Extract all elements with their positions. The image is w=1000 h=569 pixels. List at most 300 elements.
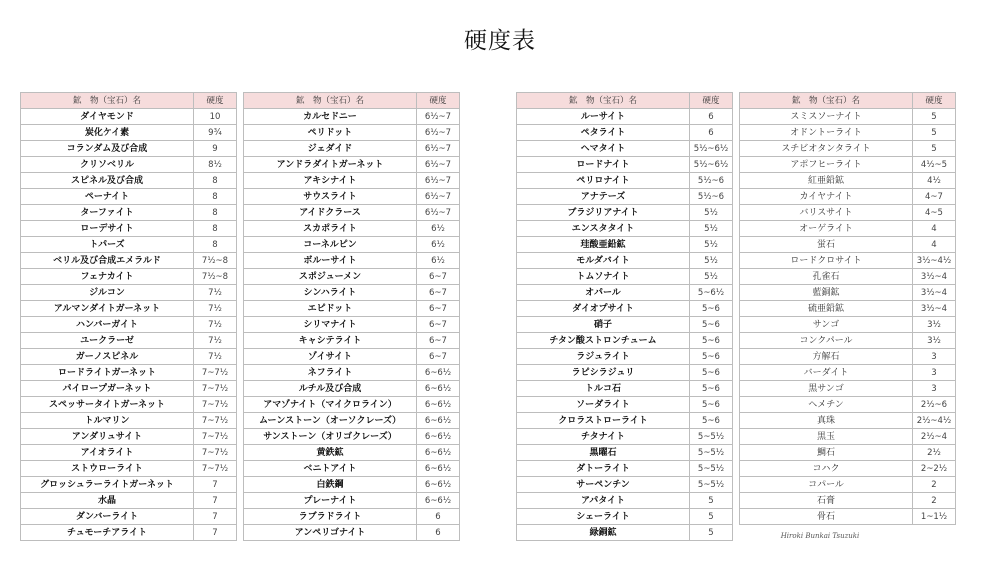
table-row: [740, 221, 956, 237]
mineral-name: 紅亜鉛鉱: [740, 173, 913, 189]
hardness-value: 5~6: [690, 365, 733, 381]
signature: Hiroki Bunkai Tsuzuki: [780, 532, 860, 540]
mineral-name: サンストーン（オリゴクレーズ）: [244, 429, 417, 445]
hardness-value: 6½~7: [417, 173, 460, 189]
hardness-value: 6~7: [417, 301, 460, 317]
table-row: [21, 397, 237, 413]
table-row: [21, 525, 237, 541]
table-row: [740, 125, 956, 141]
table-row: [517, 221, 733, 237]
hardness-table-1: [20, 92, 237, 541]
mineral-name: トムソナイト: [517, 269, 690, 285]
table-row: [244, 381, 460, 397]
mineral-name: 真珠: [740, 413, 913, 429]
mineral-name: シェーライト: [517, 509, 690, 525]
hardness-value: 2~2½: [913, 461, 956, 477]
mineral-name: コハク: [740, 461, 913, 477]
mineral-name: ダイオプサイト: [517, 301, 690, 317]
table-row: [517, 477, 733, 493]
table-row: [517, 349, 733, 365]
hardness-value: 9: [194, 141, 237, 157]
mineral-name: ロードクロサイト: [740, 253, 913, 269]
mineral-name: サーペンチン: [517, 477, 690, 493]
mineral-name: オパール: [517, 285, 690, 301]
hardness-value: 6~6½: [417, 445, 460, 461]
hardness-value: 6½: [417, 253, 460, 269]
column-header-hardness: 硬度: [417, 93, 460, 109]
mineral-name: トパーズ: [21, 237, 194, 253]
table-row: [21, 333, 237, 349]
mineral-name: ローデサイト: [21, 221, 194, 237]
table-row: [740, 301, 956, 317]
hardness-value: 8: [194, 189, 237, 205]
mineral-name: ユークラーゼ: [21, 333, 194, 349]
table-row: [244, 189, 460, 205]
table-row: [21, 477, 237, 493]
hardness-value: 7~7½: [194, 413, 237, 429]
mineral-name: スペッサータイトガーネット: [21, 397, 194, 413]
table-row: [517, 285, 733, 301]
hardness-value: 5~5½: [690, 477, 733, 493]
mineral-name: ペーナイト: [21, 189, 194, 205]
mineral-name: パイロープガーネット: [21, 381, 194, 397]
hardness-value: 3: [913, 365, 956, 381]
mineral-name: アキシナイト: [244, 173, 417, 189]
table-row: [244, 317, 460, 333]
table-row: [21, 285, 237, 301]
hardness-value: 4: [913, 221, 956, 237]
table-row: [740, 253, 956, 269]
table-row: [21, 205, 237, 221]
table-row: [740, 365, 956, 381]
hardness-value: 5~6: [690, 413, 733, 429]
table-row: [740, 397, 956, 413]
hardness-value: 6: [690, 125, 733, 141]
table-row: [21, 253, 237, 269]
mineral-name: 蛍石: [740, 237, 913, 253]
mineral-name: ダンバーライト: [21, 509, 194, 525]
mineral-name: 黒曜石: [517, 445, 690, 461]
mineral-name: オーゲライト: [740, 221, 913, 237]
table-row: [21, 269, 237, 285]
table-row: [740, 189, 956, 205]
mineral-name: プレーナイト: [244, 493, 417, 509]
table-row: [244, 173, 460, 189]
table-row: [244, 349, 460, 365]
table-row: [517, 189, 733, 205]
hardness-value: 7½: [194, 285, 237, 301]
hardness-value: 9¾: [194, 125, 237, 141]
mineral-name: ソーダライト: [517, 397, 690, 413]
hardness-value: 5~5½: [690, 429, 733, 445]
hardness-value: 6~6½: [417, 461, 460, 477]
hardness-value: 5½: [690, 205, 733, 221]
table-row: [244, 205, 460, 221]
mineral-name: カイヤナイト: [740, 189, 913, 205]
hardness-value: 6: [417, 509, 460, 525]
hardness-value: 1~1½: [913, 509, 956, 525]
table-row: [244, 157, 460, 173]
hardness-value: 5½: [690, 237, 733, 253]
hardness-value: 3½: [913, 317, 956, 333]
mineral-name: スチビオタンタライト: [740, 141, 913, 157]
hardness-value: 5: [690, 493, 733, 509]
mineral-name: 緑銅鉱: [517, 525, 690, 541]
table-row: [517, 205, 733, 221]
mineral-name: ムーンストーン（オーソクレーズ）: [244, 413, 417, 429]
hardness-table-4: [739, 92, 956, 525]
mineral-name: ヘマタイト: [517, 141, 690, 157]
hardness-value: 7~7½: [194, 381, 237, 397]
hardness-value: 5~6: [690, 381, 733, 397]
table-row: [740, 333, 956, 349]
hardness-value: 6~6½: [417, 429, 460, 445]
hardness-value: 5~6: [690, 397, 733, 413]
mineral-name: 鯛石: [740, 445, 913, 461]
mineral-name: ジェダイド: [244, 141, 417, 157]
page-title: 硬度表: [464, 28, 536, 54]
hardness-value: 5½~6: [690, 189, 733, 205]
table-row: [740, 157, 956, 173]
mineral-name: 孔雀石: [740, 269, 913, 285]
table-row: [517, 429, 733, 445]
table-row: [21, 221, 237, 237]
hardness-value: 5~6: [690, 333, 733, 349]
hardness-value: 6½~7: [417, 141, 460, 157]
table-row: [517, 413, 733, 429]
mineral-name: バーダイト: [740, 365, 913, 381]
mineral-name: ベニトアイト: [244, 461, 417, 477]
mineral-name: ヘメチン: [740, 397, 913, 413]
mineral-name: ペリドット: [244, 125, 417, 141]
mineral-name: ハンバーガイト: [21, 317, 194, 333]
mineral-name: 硫亜鉛鉱: [740, 301, 913, 317]
hardness-value: 6½: [417, 221, 460, 237]
hardness-value: 6~6½: [417, 397, 460, 413]
hardness-value: 8: [194, 221, 237, 237]
mineral-name: コランダム及び合成: [21, 141, 194, 157]
mineral-name: アナテーズ: [517, 189, 690, 205]
hardness-value: 5~6: [690, 349, 733, 365]
hardness-value: 6~7: [417, 317, 460, 333]
hardness-value: 3½~4½: [913, 253, 956, 269]
mineral-name: モルダバイト: [517, 253, 690, 269]
mineral-name: ダイヤモンド: [21, 109, 194, 125]
table-row: [244, 509, 460, 525]
hardness-value: 2½~6: [913, 397, 956, 413]
table-row: [740, 477, 956, 493]
hardness-value: 6~6½: [417, 413, 460, 429]
hardness-value: 6: [690, 109, 733, 125]
table-row: [244, 333, 460, 349]
hardness-value: 5: [690, 509, 733, 525]
hardness-value: 6~6½: [417, 477, 460, 493]
mineral-name: アイオライト: [21, 445, 194, 461]
table-row: [740, 349, 956, 365]
mineral-name: 方解石: [740, 349, 913, 365]
mineral-name: エピドット: [244, 301, 417, 317]
table-row: [21, 317, 237, 333]
hardness-value: 7: [194, 509, 237, 525]
table-row: [21, 301, 237, 317]
table-row: [740, 109, 956, 125]
hardness-value: 7: [194, 477, 237, 493]
table-row: [740, 493, 956, 509]
column-header-hardness: 硬度: [913, 93, 956, 109]
table-row: [517, 525, 733, 541]
mineral-name: コーネルピン: [244, 237, 417, 253]
mineral-name: バリスサイト: [740, 205, 913, 221]
table-row: [517, 109, 733, 125]
table-row: [244, 413, 460, 429]
mineral-name: ブラジリアナイト: [517, 205, 690, 221]
table-row: [740, 413, 956, 429]
mineral-name: スミスソーナイト: [740, 109, 913, 125]
mineral-name: ガーノスピネル: [21, 349, 194, 365]
table-row: [517, 397, 733, 413]
hardness-value: 2½: [913, 445, 956, 461]
hardness-table-2: [243, 92, 460, 541]
hardness-value: 6~7: [417, 333, 460, 349]
table-row: [517, 317, 733, 333]
hardness-value: 4½~5: [913, 157, 956, 173]
hardness-value: 6: [417, 525, 460, 541]
mineral-name: ラピシラジュリ: [517, 365, 690, 381]
hardness-value: 6~7: [417, 285, 460, 301]
column-header-mineral: 鉱 物（宝石）名: [517, 93, 690, 109]
mineral-name: チタナイト: [517, 429, 690, 445]
hardness-value: 6~6½: [417, 493, 460, 509]
table-row: [517, 157, 733, 173]
table-row: [21, 173, 237, 189]
mineral-name: アマゾナイト（マイクロライン）: [244, 397, 417, 413]
hardness-value: 2½~4: [913, 429, 956, 445]
table-row: [517, 125, 733, 141]
mineral-name: キャシテライト: [244, 333, 417, 349]
hardness-value: 7½~8: [194, 269, 237, 285]
hardness-table-3: [516, 92, 733, 541]
hardness-value: 6~6½: [417, 365, 460, 381]
mineral-name: ダトーライト: [517, 461, 690, 477]
mineral-name: アイドクラース: [244, 205, 417, 221]
mineral-name: ロードライトガーネット: [21, 365, 194, 381]
mineral-name: ボルーサイト: [244, 253, 417, 269]
hardness-value: 7½: [194, 317, 237, 333]
mineral-name: 黒サンゴ: [740, 381, 913, 397]
table-row: [740, 381, 956, 397]
mineral-name: コパール: [740, 477, 913, 493]
table-row: [740, 317, 956, 333]
hardness-value: 5½~6½: [690, 157, 733, 173]
hardness-value: 2: [913, 477, 956, 493]
mineral-name: サウスライト: [244, 189, 417, 205]
hardness-value: 3½~4: [913, 269, 956, 285]
mineral-name: ラブラドライト: [244, 509, 417, 525]
mineral-name: シンハライト: [244, 285, 417, 301]
table-row: [244, 269, 460, 285]
mineral-name: ペタライト: [517, 125, 690, 141]
table-row: [517, 269, 733, 285]
table-row: [517, 365, 733, 381]
hardness-value: 8½: [194, 157, 237, 173]
table-row: [21, 365, 237, 381]
hardness-value: 7½: [194, 301, 237, 317]
hardness-value: 5½~6: [690, 173, 733, 189]
mineral-name: チュモーチアライト: [21, 525, 194, 541]
table-row: [21, 109, 237, 125]
mineral-name: スピネル及び合成: [21, 173, 194, 189]
table-row: [517, 509, 733, 525]
table-row: [740, 445, 956, 461]
table-row: [244, 429, 460, 445]
hardness-value: 5~5½: [690, 445, 733, 461]
table-row: [244, 397, 460, 413]
hardness-value: 5~6: [690, 301, 733, 317]
mineral-name: ルチル及び合成: [244, 381, 417, 397]
mineral-name: スカポライト: [244, 221, 417, 237]
mineral-name: 黄鉄鉱: [244, 445, 417, 461]
hardness-value: 7~7½: [194, 365, 237, 381]
table-row: [740, 141, 956, 157]
hardness-value: 5~6½: [690, 285, 733, 301]
column-header-mineral: 鉱 物（宝石）名: [21, 93, 194, 109]
hardness-value: 3: [913, 381, 956, 397]
hardness-value: 6½~7: [417, 125, 460, 141]
table-row: [517, 333, 733, 349]
table-row: [244, 237, 460, 253]
table-row: [244, 365, 460, 381]
mineral-name: コンクパール: [740, 333, 913, 349]
mineral-name: ジルコン: [21, 285, 194, 301]
table-row: [244, 461, 460, 477]
hardness-value: 7~7½: [194, 445, 237, 461]
table-row: [21, 157, 237, 173]
mineral-name: ゾイサイト: [244, 349, 417, 365]
hardness-value: 5: [913, 125, 956, 141]
hardness-value: 5: [913, 109, 956, 125]
table-row: [517, 237, 733, 253]
mineral-name: アパタイト: [517, 493, 690, 509]
table-row: [517, 445, 733, 461]
table-row: [21, 237, 237, 253]
mineral-name: サンゴ: [740, 317, 913, 333]
table-row: [740, 285, 956, 301]
hardness-value: 4~5: [913, 205, 956, 221]
table-row: [740, 461, 956, 477]
table-row: [21, 349, 237, 365]
mineral-name: 炭化ケイ素: [21, 125, 194, 141]
table-row: [21, 429, 237, 445]
table-row: [244, 301, 460, 317]
hardness-value: 3½: [913, 333, 956, 349]
hardness-value: 8: [194, 173, 237, 189]
mineral-name: ターファイト: [21, 205, 194, 221]
hardness-value: 7~7½: [194, 429, 237, 445]
mineral-name: アンダリュサイト: [21, 429, 194, 445]
table-row: [517, 493, 733, 509]
hardness-value: 3½~4: [913, 285, 956, 301]
table-row: [21, 141, 237, 157]
mineral-name: ラジュライト: [517, 349, 690, 365]
mineral-name: アンペリゴナイト: [244, 525, 417, 541]
hardness-value: 2½~4½: [913, 413, 956, 429]
hardness-value: 6½~7: [417, 205, 460, 221]
mineral-name: アンドラダイトガーネット: [244, 157, 417, 173]
table-row: [21, 445, 237, 461]
hardness-value: 3: [913, 349, 956, 365]
hardness-value: 7: [194, 525, 237, 541]
mineral-name: アルマンダイトガーネット: [21, 301, 194, 317]
table-row: [21, 493, 237, 509]
mineral-name: シリマナイト: [244, 317, 417, 333]
mineral-name: フェナカイト: [21, 269, 194, 285]
hardness-value: 7~7½: [194, 461, 237, 477]
hardness-value: 7~7½: [194, 397, 237, 413]
hardness-value: 5: [913, 141, 956, 157]
column-header-mineral: 鉱 物（宝石）名: [244, 93, 417, 109]
hardness-value: 7½~8: [194, 253, 237, 269]
hardness-value: 8: [194, 205, 237, 221]
hardness-value: 5: [690, 525, 733, 541]
hardness-value: 5½: [690, 221, 733, 237]
mineral-name: クロラストローライト: [517, 413, 690, 429]
hardness-value: 6~7: [417, 269, 460, 285]
hardness-value: 5~5½: [690, 461, 733, 477]
table-row: [517, 173, 733, 189]
mineral-name: オドントーライト: [740, 125, 913, 141]
table-row: [244, 285, 460, 301]
hardness-value: 5½: [690, 269, 733, 285]
table-row: [740, 429, 956, 445]
table-row: [244, 109, 460, 125]
hardness-value: 4~7: [913, 189, 956, 205]
hardness-value: 4: [913, 237, 956, 253]
mineral-name: カルセドニー: [244, 109, 417, 125]
mineral-name: ロードナイト: [517, 157, 690, 173]
table-row: [740, 237, 956, 253]
mineral-name: 藍銅鉱: [740, 285, 913, 301]
hardness-value: 6~7: [417, 349, 460, 365]
column-header-hardness: 硬度: [690, 93, 733, 109]
table-row: [21, 413, 237, 429]
table-row: [517, 461, 733, 477]
mineral-name: 石膏: [740, 493, 913, 509]
mineral-name: ペリロナイト: [517, 173, 690, 189]
mineral-name: 珪酸亜鉛鉱: [517, 237, 690, 253]
hardness-value: 5~6: [690, 317, 733, 333]
hardness-value: 7: [194, 493, 237, 509]
table-row: [244, 525, 460, 541]
table-row: [740, 205, 956, 221]
mineral-name: トルマリン: [21, 413, 194, 429]
mineral-name: チタン酸ストロンチューム: [517, 333, 690, 349]
table-row: [244, 493, 460, 509]
hardness-value: 6½: [417, 237, 460, 253]
table-row: [244, 477, 460, 493]
hardness-value: 8: [194, 237, 237, 253]
mineral-name: ルーサイト: [517, 109, 690, 125]
mineral-name: 黒玉: [740, 429, 913, 445]
table-row: [244, 445, 460, 461]
hardness-value: 6½~7: [417, 109, 460, 125]
mineral-name: 白鉄鋼: [244, 477, 417, 493]
column-header-hardness: 硬度: [194, 93, 237, 109]
hardness-value: 5½~6½: [690, 141, 733, 157]
mineral-name: クリソベリル: [21, 157, 194, 173]
mineral-name: ベリル及び合成エメラルド: [21, 253, 194, 269]
table-row: [517, 381, 733, 397]
hardness-value: 6½~7: [417, 157, 460, 173]
